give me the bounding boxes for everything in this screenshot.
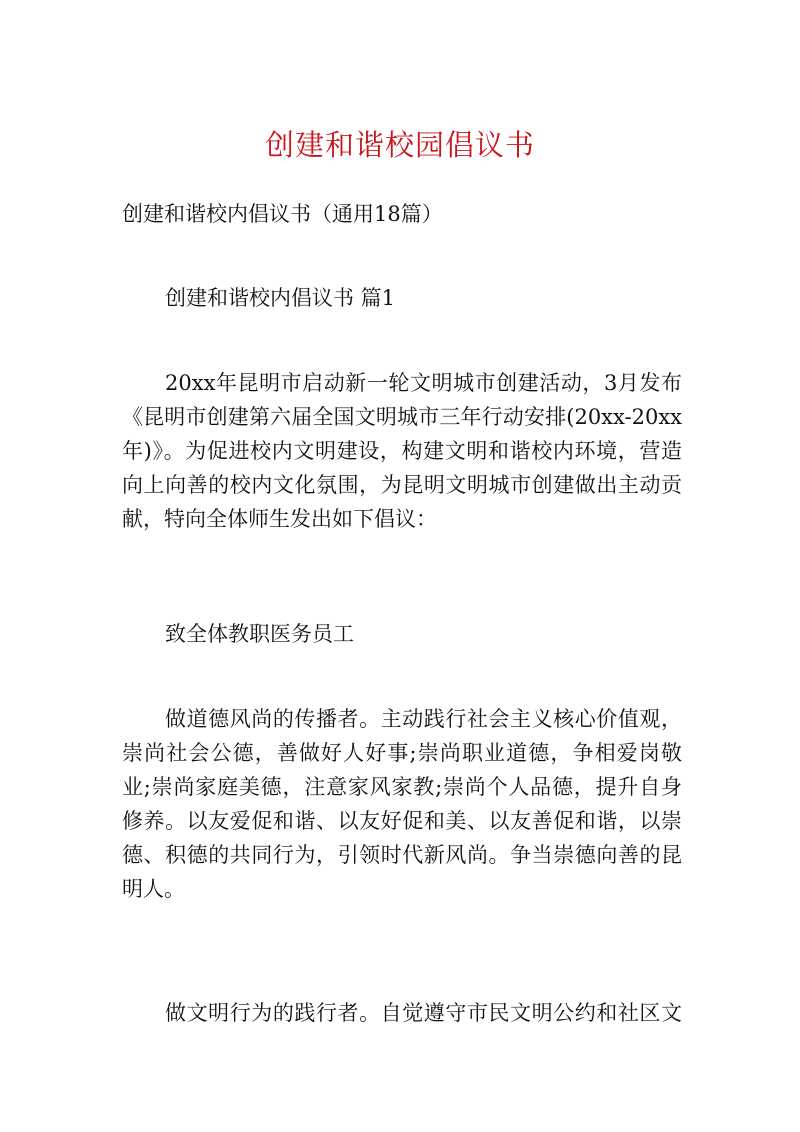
section-heading: 创建和谐校内倡议书 篇1 bbox=[165, 286, 396, 310]
paragraph-line: 德、积德的共同行为，引领时代新风尚。争当崇德向善的昆 bbox=[122, 843, 682, 867]
audience-heading: 致全体教职医务员工 bbox=[165, 622, 354, 646]
paragraph-line: 业;崇尚家庭美德，注意家风家教;崇尚个人品德，提升自身 bbox=[122, 775, 682, 799]
paragraph-line: 做文明行为的践行者。自觉遵守市民文明公约和社区文 bbox=[165, 1001, 682, 1025]
paragraph-civility bbox=[122, 996, 682, 1030]
paragraph-line: 《昆明市创建第六届全国文明城市三年行动安排(20xx-20xx bbox=[122, 405, 682, 429]
paragraph-intro bbox=[122, 366, 682, 536]
document-title: 创建和谐校园倡议书 bbox=[264, 128, 535, 162]
paragraph-line: 年)》。为促进校内文明建设，构建文明和谐校内环境，营造 bbox=[122, 439, 682, 463]
paragraph-line: 做道德风尚的传播者。主动践行社会主义核心价值观， bbox=[165, 707, 682, 731]
document-subtitle: 创建和谐校内倡议书（通用18篇） bbox=[122, 202, 443, 226]
paragraph-line: 修养。以友爱促和谐、以友好促和美、以友善促和谐，以崇 bbox=[122, 809, 682, 833]
paragraph-line: 崇尚社会公德，善做好人好事;崇尚职业道德，争相爱岗敬 bbox=[122, 741, 682, 765]
paragraph-line: 明人。 bbox=[122, 877, 185, 901]
paragraph-line: 献，特向全体师生发出如下倡议： bbox=[122, 507, 437, 531]
paragraph-line: 20xx年昆明市启动新一轮文明城市创建活动，3月发布 bbox=[165, 371, 682, 395]
paragraph-line: 向上向善的校内文化氛围，为昆明文明城市创建做出主动贡 bbox=[122, 473, 682, 497]
paragraph-morality bbox=[122, 702, 682, 906]
